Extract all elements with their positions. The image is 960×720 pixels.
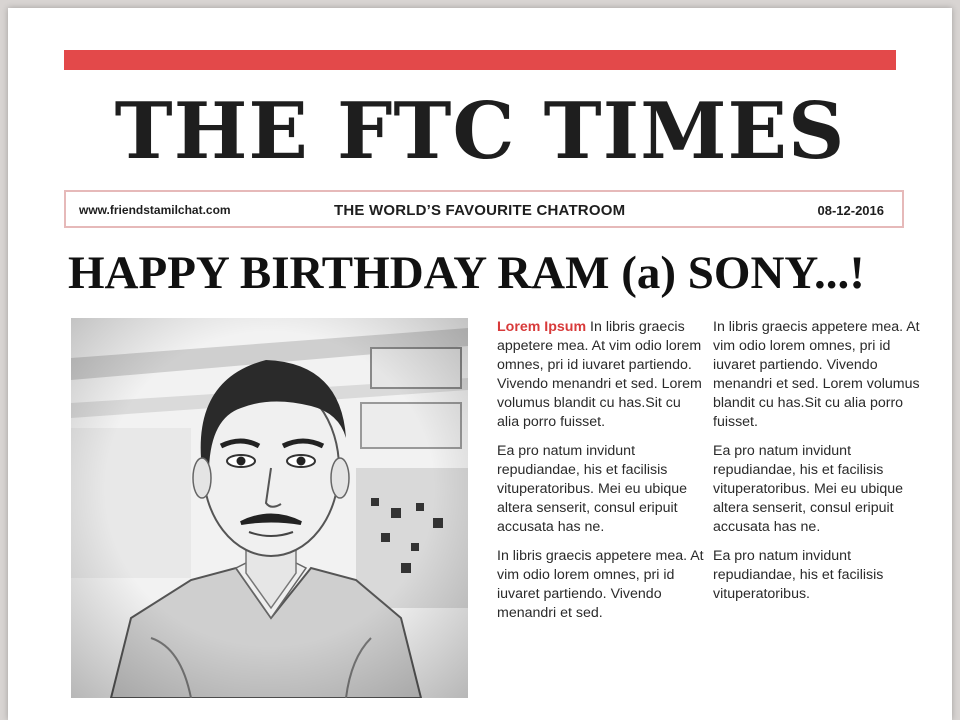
- article-paragraph: In libris graecis appetere mea. At vim odio lorem omnes, pri id iuvaret partiendo. Vivendo menandri et sed.: [497, 548, 704, 621]
- article-lead: Lorem Ipsum: [497, 319, 587, 335]
- article-paragraph: In libris graecis appetere mea. At vim odio lorem omnes, pri id iuvaret partiendo. Vivendo menandri et sed. Lorem volumus blandit cu has.Sit cu alia porro fuisset.: [713, 319, 920, 430]
- masthead-title: THE FTC TIMES: [114, 85, 846, 177]
- article-paragraph: [497, 318, 705, 432]
- portrait-photo: [71, 318, 468, 698]
- article-column-1: [497, 318, 705, 633]
- article-paragraph: Ea pro natum invidunt repudiandae, his et facilisis vituperatoribus. Mei eu ubique altera senserit, consul eripuit accusata has ne.: [497, 443, 688, 535]
- headline: HAPPY BIRTHDAY RAM (a) SONY...!: [68, 247, 865, 299]
- article-column-2: [713, 318, 921, 614]
- issue-date: 08-12-2016: [817, 203, 884, 218]
- website-label: www.friendstamilchat.com: [79, 203, 231, 217]
- tagline: THE WORLD’S FAVOURITE CHATROOM: [334, 202, 626, 219]
- article-text: In libris graecis appetere mea. At vim odio lorem omnes, pri id iuvaret partiendo. Vivendo menandri et sed. Lorem volumus blandit cu has.Sit cu alia porro fuisset.: [497, 319, 702, 430]
- portrait-photo-icon: [71, 318, 468, 698]
- article-paragraph: Ea pro natum invidunt repudiandae, his et facilisis vituperatoribus.: [713, 548, 884, 602]
- article-paragraph: Ea pro natum invidunt repudiandae, his et facilisis vituperatoribus. Mei eu ubique altera senserit, consul eripuit accusata has ne.: [713, 443, 904, 535]
- masthead-accent-bar: [64, 50, 896, 70]
- info-strip: [64, 190, 904, 228]
